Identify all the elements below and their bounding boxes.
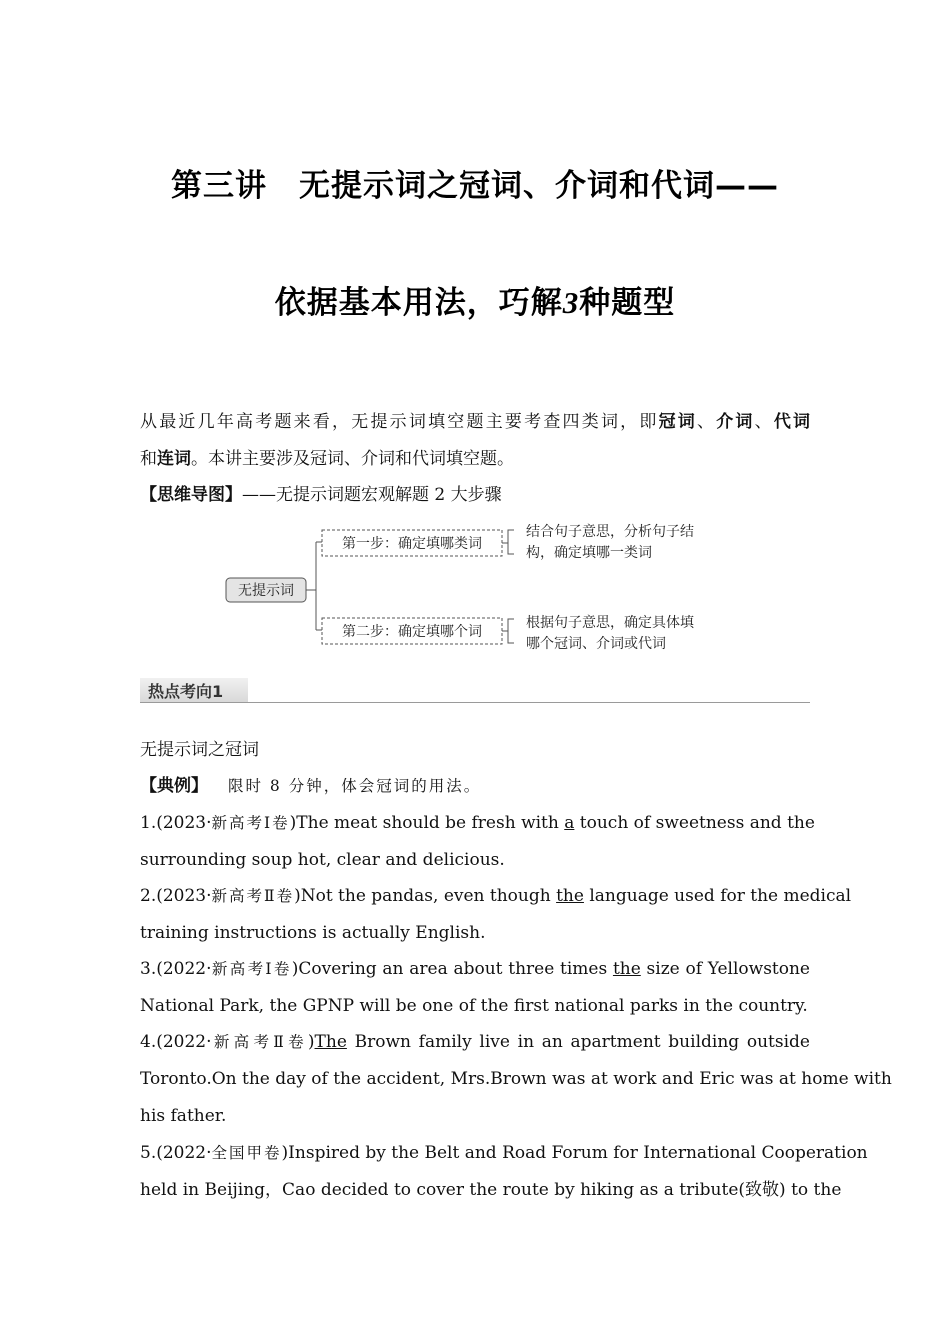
page-title-line-2 bbox=[0, 277, 950, 322]
title-number: 3 bbox=[562, 285, 580, 320]
question-5: 5.(2022·全国甲卷)Inspired by the Belt and Road Forum for International Cooperation held in Beijing，Cao decided to cover the route by hiking as a tribute(致敬) to the bbox=[140, 1143, 868, 1200]
section-subtitle: 无提示词之冠词 bbox=[140, 740, 259, 760]
section-header bbox=[140, 678, 810, 704]
answer-blank: the bbox=[556, 886, 584, 906]
intro-paragraph: 从最近几年高考题来看，无提示词填空题主要考查四类词，即冠词、介词、代词 和连词。本讲主要涉及冠词、介词和代词填空题。 bbox=[140, 412, 811, 469]
answer-blank: the bbox=[612, 959, 641, 979]
section-divider bbox=[140, 702, 810, 703]
title-text: 依据基本用法，巧解 bbox=[274, 285, 563, 321]
title-text-end: 种题型 bbox=[579, 285, 676, 321]
step2-label: 第二步：确定填哪个词 bbox=[342, 624, 482, 640]
root-label: 无提示词 bbox=[238, 583, 294, 599]
step1-desc-line1: 结合句子意思，分析句子结 bbox=[526, 524, 694, 540]
question-3: 3.(2022·新高考Ⅰ卷)Covering an area about three times the size of Yellowstone National Park, the GPNP will be one of the first national parks in the country. bbox=[140, 959, 810, 1016]
step1-label: 第一步：确定填哪类词 bbox=[342, 536, 482, 552]
mindmap-heading: 【思维导图】——无提示词题宏观解题 2 大步骤 bbox=[140, 485, 502, 505]
step2-desc-line2: 哪个冠词、介词或代词 bbox=[526, 636, 666, 652]
step2-desc-line1: 根据句子意思，确定具体填 bbox=[526, 615, 694, 631]
question-2: 2.(2023·新高考Ⅱ卷)Not the pandas, even though the language used for the medical training instructions is actually English. bbox=[140, 886, 852, 943]
mind-map-diagram bbox=[222, 518, 732, 658]
question-1: 1.(2023·新高考Ⅰ卷)The meat should be fresh with a touch of sweetness and the surrounding soup hot, clear and delicious. bbox=[140, 813, 815, 870]
answer-blank: a bbox=[564, 813, 575, 833]
step1-desc-line2: 构，确定填哪一类词 bbox=[526, 545, 652, 561]
question-4: 4.(2022·新高考Ⅱ卷)The Brown family live in an apartment building outside Toronto.On the day of the accident, Mrs.Brown was at work and Eric was at home with his father. bbox=[140, 1032, 892, 1126]
example-intro: 【典例】 限时 8 分钟，体会冠词的用法。 bbox=[140, 776, 482, 796]
page-title-line-1: 第三讲 无提示词之冠词、介词和代词—— bbox=[171, 168, 779, 204]
answer-blank: The bbox=[314, 1032, 347, 1052]
section-tab-label: 热点考向1 bbox=[148, 682, 224, 701]
